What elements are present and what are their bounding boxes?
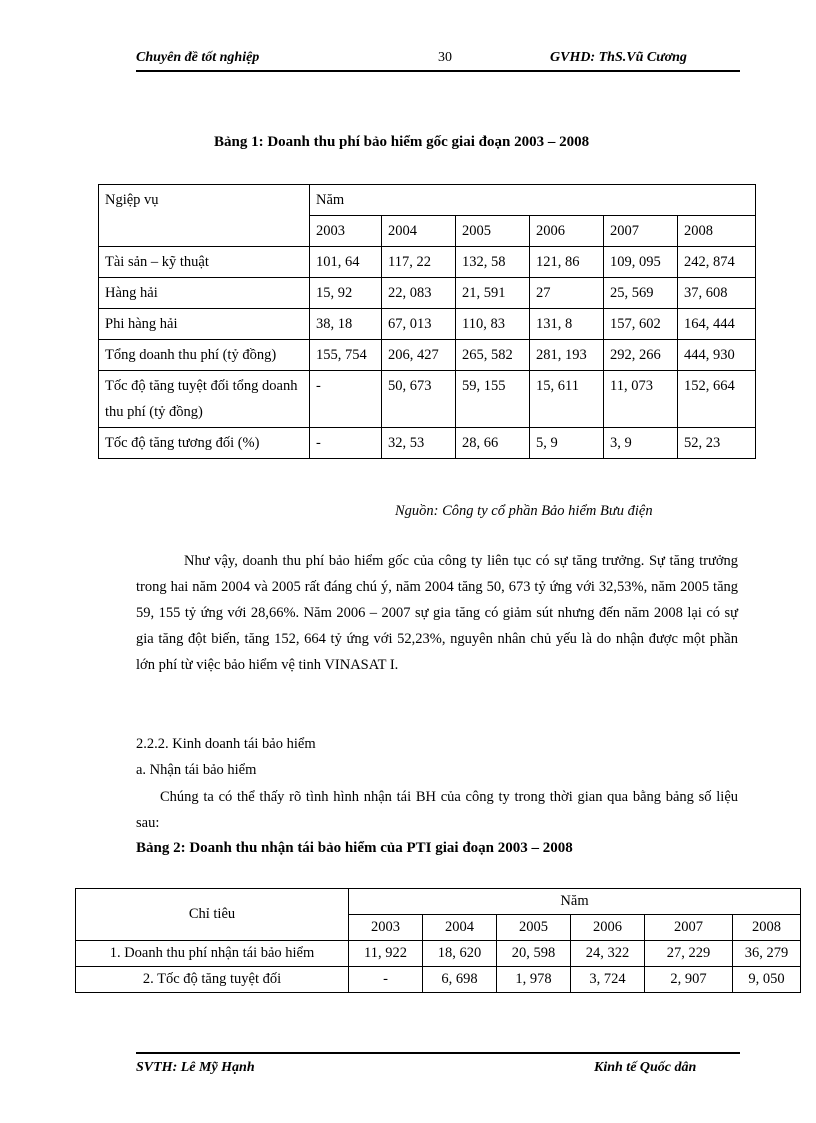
cell: 18, 620 (423, 941, 497, 967)
cell: 157, 602 (604, 309, 678, 340)
page-footer (136, 1052, 740, 1075)
cell: 32, 53 (382, 428, 456, 459)
cell: 3, 724 (571, 967, 645, 993)
cell: 132, 58 (456, 247, 530, 278)
cell: 37, 608 (678, 278, 756, 309)
cell: 28, 66 (456, 428, 530, 459)
footer-university: Kinh tế Quốc dân (594, 1060, 697, 1075)
cell: - (310, 428, 382, 459)
header-advisor: GVHD: ThS.Vũ Cương (550, 50, 687, 65)
cell: 121, 86 (530, 247, 604, 278)
row-label: Tài sản – kỹ thuật (99, 247, 310, 278)
cell: 101, 64 (310, 247, 382, 278)
cell: 11, 073 (604, 371, 678, 428)
cell: 281, 193 (530, 340, 604, 371)
table2-year-label: Năm (349, 889, 801, 915)
cell: 11, 922 (349, 941, 423, 967)
table2-year: 2008 (733, 915, 801, 941)
table1-year: 2005 (456, 216, 530, 247)
cell: 110, 83 (456, 309, 530, 340)
cell: 6, 698 (423, 967, 497, 993)
table2 (75, 888, 801, 993)
table1-year: 2006 (530, 216, 604, 247)
cell: 155, 754 (310, 340, 382, 371)
table1-col0-header: Ngiệp vụ (99, 185, 310, 247)
table1-year: 2004 (382, 216, 456, 247)
table-row (76, 967, 801, 993)
table-row (99, 371, 756, 428)
cell: 444, 930 (678, 340, 756, 371)
table2-col0-header: Chỉ tiêu (76, 889, 349, 941)
table-row (76, 941, 801, 967)
table1-year: 2008 (678, 216, 756, 247)
cell: 9, 050 (733, 967, 801, 993)
cell: 5, 9 (530, 428, 604, 459)
row-label: Tổng doanh thu phí (tỷ đồng) (99, 340, 310, 371)
table-row (99, 340, 756, 371)
cell: 206, 427 (382, 340, 456, 371)
cell: - (349, 967, 423, 993)
table2-year: 2004 (423, 915, 497, 941)
cell: 117, 22 (382, 247, 456, 278)
cell: 1, 978 (497, 967, 571, 993)
table-row (99, 428, 756, 459)
row-label: Tốc độ tăng tuyệt đối tổng doanh thu phí (tỷ đồng) (99, 371, 310, 428)
table-row (99, 278, 756, 309)
table1-year: 2007 (604, 216, 678, 247)
cell: 36, 279 (733, 941, 801, 967)
table-row (99, 247, 756, 278)
section-heading: 2.2.2. Kinh doanh tái bảo hiểm (136, 736, 316, 752)
cell: 292, 266 (604, 340, 678, 371)
paragraph-1: Như vậy, doanh thu phí bảo hiểm gốc của công ty liên tục có sự tăng trưởng. Sự tăng trưởng trong hai năm 2004 và 2005 rất đáng chú ý, năm 2004 tăng 50, 673 tỷ ứng với 32,53%, năm 2005 tăng 59, 155 tỷ ứng với 28,66%. Năm 2006 – 2007 sự gia tăng có giảm sút nhưng đến năm 2008 lại có sự gia tăng đột biến, tăng 152, 664 tỷ ứng với 52,23%, nguyên nhân chủ yếu là do nhận được một phần lớn phí từ việc bảo hiểm vệ tinh VINASAT I. (136, 553, 738, 673)
row-label: Phi hàng hải (99, 309, 310, 340)
cell: 3, 9 (604, 428, 678, 459)
footer-student: SVTH: Lê Mỹ Hạnh (136, 1060, 255, 1075)
cell: 25, 569 (604, 278, 678, 309)
cell: 27, 229 (645, 941, 733, 967)
cell: 24, 322 (571, 941, 645, 967)
cell: - (310, 371, 382, 428)
page-number: 30 (438, 50, 452, 65)
cell: 21, 591 (456, 278, 530, 309)
table1-source: Nguồn: Công ty cổ phần Bảo hiểm Bưu điện (395, 503, 653, 519)
cell: 265, 582 (456, 340, 530, 371)
table1-header-row (99, 185, 756, 216)
table2-year: 2003 (349, 915, 423, 941)
header-title: Chuyên đề tốt nghiệp (136, 50, 260, 65)
page-header (136, 50, 740, 72)
row-label: 2. Tốc độ tăng tuyệt đối (76, 967, 349, 993)
cell: 50, 673 (382, 371, 456, 428)
cell: 2, 907 (645, 967, 733, 993)
table1-year-label: Năm (310, 185, 756, 216)
cell: 15, 92 (310, 278, 382, 309)
cell: 52, 23 (678, 428, 756, 459)
table-row (99, 309, 756, 340)
table1-caption: Bảng 1: Doanh thu phí bảo hiểm gốc giai đoạn 2003 – 2008 (214, 134, 590, 150)
table2-year: 2005 (497, 915, 571, 941)
table2-year: 2007 (645, 915, 733, 941)
table1 (98, 184, 756, 459)
cell: 22, 083 (382, 278, 456, 309)
row-label: Tốc độ tăng tương đối (%) (99, 428, 310, 459)
cell: 15, 611 (530, 371, 604, 428)
cell: 67, 013 (382, 309, 456, 340)
cell: 27 (530, 278, 604, 309)
table2-year: 2006 (571, 915, 645, 941)
paragraph-2: Chúng ta có thể thấy rõ tình hình nhận tái BH của công ty trong thời gian qua bằng bảng số liệu sau: (136, 789, 738, 831)
cell: 152, 664 (678, 371, 756, 428)
cell: 38, 18 (310, 309, 382, 340)
cell: 164, 444 (678, 309, 756, 340)
cell: 131, 8 (530, 309, 604, 340)
table1-year: 2003 (310, 216, 382, 247)
row-label: 1. Doanh thu phí nhận tái bảo hiểm (76, 941, 349, 967)
cell: 59, 155 (456, 371, 530, 428)
cell: 20, 598 (497, 941, 571, 967)
table2-header-row (76, 889, 801, 915)
row-label: Hàng hải (99, 278, 310, 309)
cell: 242, 874 (678, 247, 756, 278)
cell: 109, 095 (604, 247, 678, 278)
subsection-heading: a. Nhận tái bảo hiểm (136, 762, 257, 778)
table2-caption: Bảng 2: Doanh thu nhận tái bảo hiểm của PTI giai đoạn 2003 – 2008 (136, 840, 573, 856)
